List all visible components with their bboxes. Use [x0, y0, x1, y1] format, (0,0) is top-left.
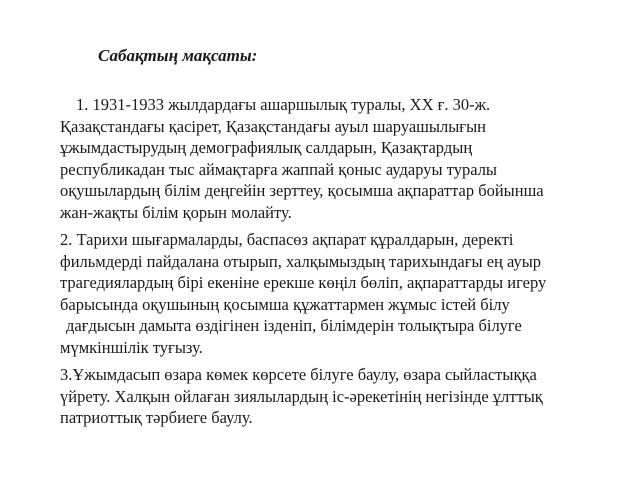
paragraph-line: үйрету. Халқын ойлаған зиялылардың іс-әрекетінің негізінде ұлттық — [60, 386, 543, 406]
paragraph-line: дағдысын дамыта өздігінен ізденіп, білімдерін толықтыра білуге — [66, 316, 522, 335]
paragraph-line: Қазақстандағы қасірет, Қазақстандағы ауыл шаруашылығын — [60, 116, 486, 136]
paragraph-line: 3.Ұжымдасып өзара көмек көрсете білуге баулу, өзара сыйластыққа — [60, 365, 537, 384]
objective-paragraph-2 — [60, 229, 620, 358]
objective-paragraph-1 — [60, 94, 620, 223]
paragraph-line: барысында оқушының қосымша құжаттармен жұмыс істей білу — [60, 294, 510, 314]
objective-paragraph-3 — [60, 364, 620, 429]
paragraph-line: 2. Тарихи шығармаларды, баспасөз ақпарат құралдарын, деректі — [60, 230, 514, 249]
paragraph-line: жан-жақты білім қорын молайту. — [60, 202, 292, 222]
paragraph-line: трагедиялардың бірі екеніне ерекше көңіл бөліп, ақпараттарды игеру — [60, 273, 547, 292]
paragraph-line: мүмкіншілік туғызу. — [60, 337, 203, 357]
slide-title: Сабақтың мақсаты: — [98, 46, 258, 65]
paragraph-line: республикадан тыс аймақтарға жаппай қоныс аударуы туралы — [60, 159, 498, 179]
paragraph-line: 1. 1931-1933 жылдардағы ашаршылық туралы, ХХ ғ. 30-ж. — [76, 95, 491, 114]
paragraph-line: фильмдерді пайдалана отырып, халқымыздың тарихындағы ең ауыр — [60, 251, 542, 271]
paragraph-line: оқушылардың білім деңгейін зерттеу, қосымша ақпараттар бойынша — [60, 181, 544, 200]
objectives-body — [60, 94, 620, 429]
paragraph-line: патриоттық тәрбиеге баулу. — [60, 408, 253, 427]
paragraph-line: ұжымдастырудың демографиялық салдарын, Қазақтардың — [60, 138, 473, 157]
